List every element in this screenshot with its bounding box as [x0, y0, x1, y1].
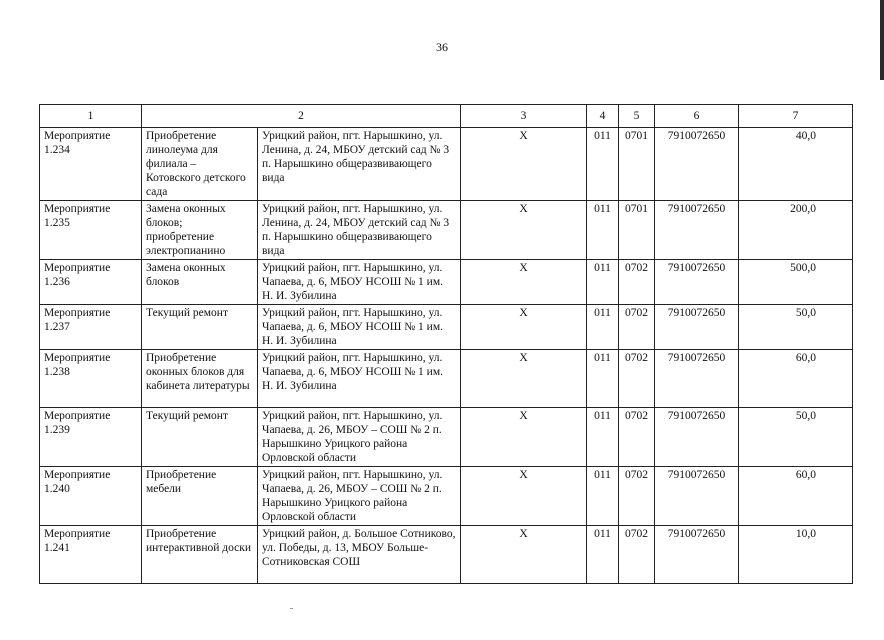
col5-cell: 0702 — [619, 350, 655, 408]
name-cell: Текущий ремонт — [142, 408, 258, 467]
table-row — [40, 350, 853, 408]
col4-cell: 011 — [587, 201, 619, 260]
header-col-3: 3 — [461, 105, 587, 128]
col3-cell: Х — [461, 201, 587, 260]
col4-cell: 011 — [587, 526, 619, 584]
budget-table — [39, 104, 853, 584]
col4-cell: 011 — [587, 128, 619, 201]
event-cell: Мероприятие 1.236 — [40, 260, 142, 305]
name-cell: Приобретение оконных блоков для кабинета литературы — [142, 350, 258, 408]
col3-cell: Х — [461, 305, 587, 350]
event-cell: Мероприятие 1.241 — [40, 526, 142, 584]
col4-cell: 011 — [587, 260, 619, 305]
amount-cell: 500,0 — [739, 260, 853, 305]
col4-cell: 011 — [587, 467, 619, 526]
amount-cell: 50,0 — [739, 305, 853, 350]
address-cell: Урицкий район, пгт. Нарышкино, ул. Ленина, д. 24, МБОУ детский сад № 3 п. Нарышкино общеразвивающего вида — [258, 128, 461, 201]
table-row — [40, 467, 853, 526]
table-row — [40, 408, 853, 467]
col4-cell: 011 — [587, 408, 619, 467]
address-cell: Урицкий район, пгт. Нарышкино, ул. Чапаева, д. 26, МБОУ – СОШ № 2 п. Нарышкино Урицкого района Орловской области — [258, 408, 461, 467]
table-row — [40, 201, 853, 260]
col4-cell: 011 — [587, 350, 619, 408]
address-cell: Урицкий район, пгт. Нарышкино, ул. Ленина, д. 24, МБОУ детский сад № 3 п. Нарышкино общеразвивающего вида — [258, 201, 461, 260]
amount-cell: 50,0 — [739, 408, 853, 467]
header-col-6: 6 — [655, 105, 739, 128]
col6-cell: 7910072650 — [655, 201, 739, 260]
col5-cell: 0701 — [619, 128, 655, 201]
address-cell: Урицкий район, пгт. Нарышкино, ул. Чапаева, д. 6, МБОУ НСОШ № 1 им. Н. И. Зубилина — [258, 305, 461, 350]
col3-cell: Х — [461, 350, 587, 408]
col4-cell: 011 — [587, 305, 619, 350]
name-cell: Текущий ремонт — [142, 305, 258, 350]
col5-cell: 0702 — [619, 467, 655, 526]
col6-cell: 7910072650 — [655, 467, 739, 526]
event-cell: Мероприятие 1.234 — [40, 128, 142, 201]
address-cell: Урицкий район, д. Большое Сотниково, ул. Победы, д. 13, МБОУ Больше-Сотниковская СОШ — [258, 526, 461, 584]
col5-cell: 0702 — [619, 526, 655, 584]
address-cell: Урицкий район, пгт. Нарышкино, ул. Чапаева, д. 6, МБОУ НСОШ № 1 им. Н. И. Зубилина — [258, 350, 461, 408]
header-col-2: 2 — [142, 105, 461, 128]
name-cell: Приобретение интерактивной доски — [142, 526, 258, 584]
name-cell: Замена оконных блоков; приобретение электропианино — [142, 201, 258, 260]
table-row — [40, 260, 853, 305]
header-row — [40, 105, 853, 128]
name-cell: Замена оконных блоков — [142, 260, 258, 305]
col3-cell: Х — [461, 408, 587, 467]
amount-cell: 10,0 — [739, 526, 853, 584]
event-cell: Мероприятие 1.235 — [40, 201, 142, 260]
event-cell: Мероприятие 1.239 — [40, 408, 142, 467]
col5-cell: 0702 — [619, 305, 655, 350]
col3-cell: Х — [461, 128, 587, 201]
col6-cell: 7910072650 — [655, 526, 739, 584]
col5-cell: 0701 — [619, 201, 655, 260]
header-col-7: 7 — [739, 105, 853, 128]
table-row — [40, 526, 853, 584]
header-col-1: 1 — [40, 105, 142, 128]
col6-cell: 7910072650 — [655, 350, 739, 408]
col6-cell: 7910072650 — [655, 305, 739, 350]
col6-cell: 7910072650 — [655, 128, 739, 201]
col6-cell: 7910072650 — [655, 408, 739, 467]
name-cell: Приобретение мебели — [142, 467, 258, 526]
header-col-5: 5 — [619, 105, 655, 128]
amount-cell: 40,0 — [739, 128, 853, 201]
col3-cell: Х — [461, 260, 587, 305]
amount-cell: 60,0 — [739, 350, 853, 408]
table-row — [40, 305, 853, 350]
col5-cell: 0702 — [619, 408, 655, 467]
amount-cell: 200,0 — [739, 201, 853, 260]
col6-cell: 7910072650 — [655, 260, 739, 305]
scan-speck — [290, 608, 293, 609]
address-cell: Урицкий район, пгт. Нарышкино, ул. Чапаева, д. 26, МБОУ – СОШ № 2 п. Нарышкино Урицкого района Орловской области — [258, 467, 461, 526]
header-col-4: 4 — [587, 105, 619, 128]
address-cell: Урицкий район, пгт. Нарышкино, ул. Чапаева, д. 6, МБОУ НСОШ № 1 им. Н. И. Зубилина — [258, 260, 461, 305]
amount-cell: 60,0 — [739, 467, 853, 526]
col3-cell: Х — [461, 467, 587, 526]
name-cell: Приобретение линолеума для филиала – Котовского детского сада — [142, 128, 258, 201]
col5-cell: 0702 — [619, 260, 655, 305]
event-cell: Мероприятие 1.238 — [40, 350, 142, 408]
page-number: 36 — [436, 40, 448, 54]
event-cell: Мероприятие 1.240 — [40, 467, 142, 526]
table-row — [40, 128, 853, 201]
col3-cell: Х — [461, 526, 587, 584]
event-cell: Мероприятие 1.237 — [40, 305, 142, 350]
